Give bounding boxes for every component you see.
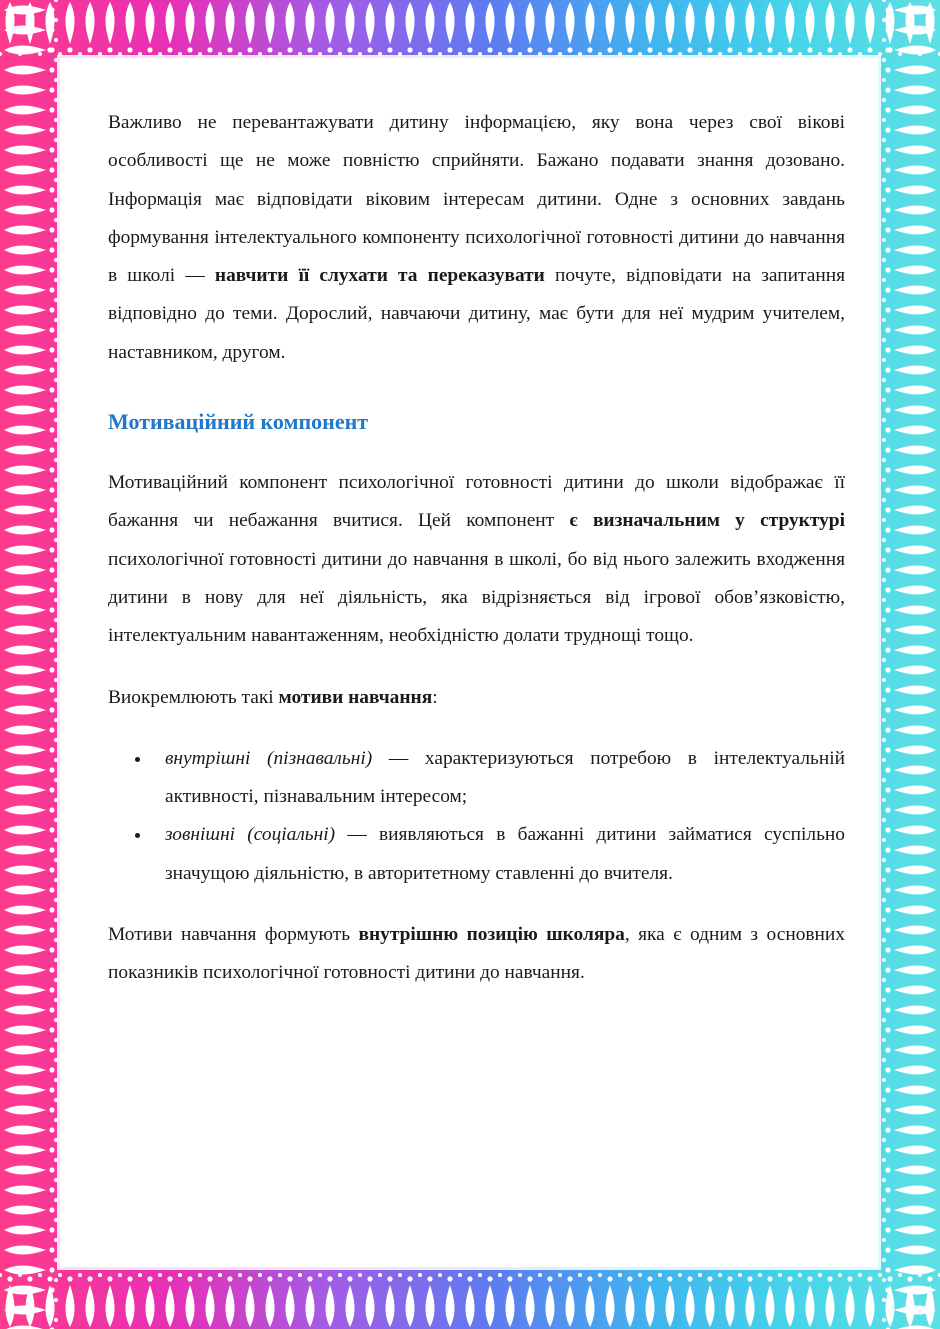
lace-border-top-icon: [0, 0, 940, 58]
bold-phrase: є визначальним у структурі: [569, 510, 845, 532]
paragraph-intellectual: Важливо не перевантажувати дитину інформацією, яку вона через свої вікові особливості ще не може повністю сприйняти. Бажано подавати знання дозовано. Інформація має відповідати віковим інтересам дитини. Одне з основних завдань формування інтелектуального компоненту психологічної готовності дитини до навчання в школі — навчити її слухати та переказувати почуте, відповідати на запитання відповідно до теми. Дорослий, навчаючи дитину, має бути для неї мудрим учителем, наставником, другом.: [108, 112, 845, 363]
page-sheet: [60, 58, 878, 1267]
motive-term: зовнішні (соціальні): [165, 824, 336, 846]
section-heading: Мотиваційний компонент: [108, 409, 369, 435]
lace-border-right-icon: [880, 0, 940, 1329]
lace-border-left-icon: [0, 0, 60, 1329]
motive-term: внутрішні (пізнавальні): [165, 747, 373, 769]
document-body: [108, 104, 845, 993]
bold-phrase: навчити її слухати та переказувати: [214, 265, 545, 287]
list-item: внутрішні (пізнавальні) — характеризуються потребою в інтелектуальній активності, пізнавальним інтересом;: [108, 740, 845, 817]
paragraph-motivation: Мотиваційний компонент психологічної готовності дитини до школи відображає її бажання чи небажання вчитися. Цей компонент є визначальним у структурі психологічної готовності дитини до навчання в школі, бо від нього залежить входження дитини в нову для неї діяльність, яка відрізняється від ігрової обов’язковістю, інтелектуальним навантаженням, необхідністю долати труднощі тощо.: [108, 472, 845, 647]
bold-phrase: внутрішню позицію школяра: [358, 924, 625, 946]
bold-phrase: мотиви навчання: [278, 686, 433, 708]
motives-list: [108, 740, 845, 893]
lace-border-bottom-icon: [0, 1271, 940, 1329]
list-item: зовнішні (соціальні) — виявляються в бажанні дитини займатися суспільно значущою діяльністю, в авторитетному ставленні до вчителя.: [108, 816, 845, 893]
paragraph-conclusion: Мотиви навчання формують внутрішню позицію школяра, яка є одним з основних показників психологічної готовності дитини до навчання.: [108, 924, 845, 984]
paragraph-motives-intro: Виокремлюють такі мотиви навчання:: [108, 686, 438, 708]
